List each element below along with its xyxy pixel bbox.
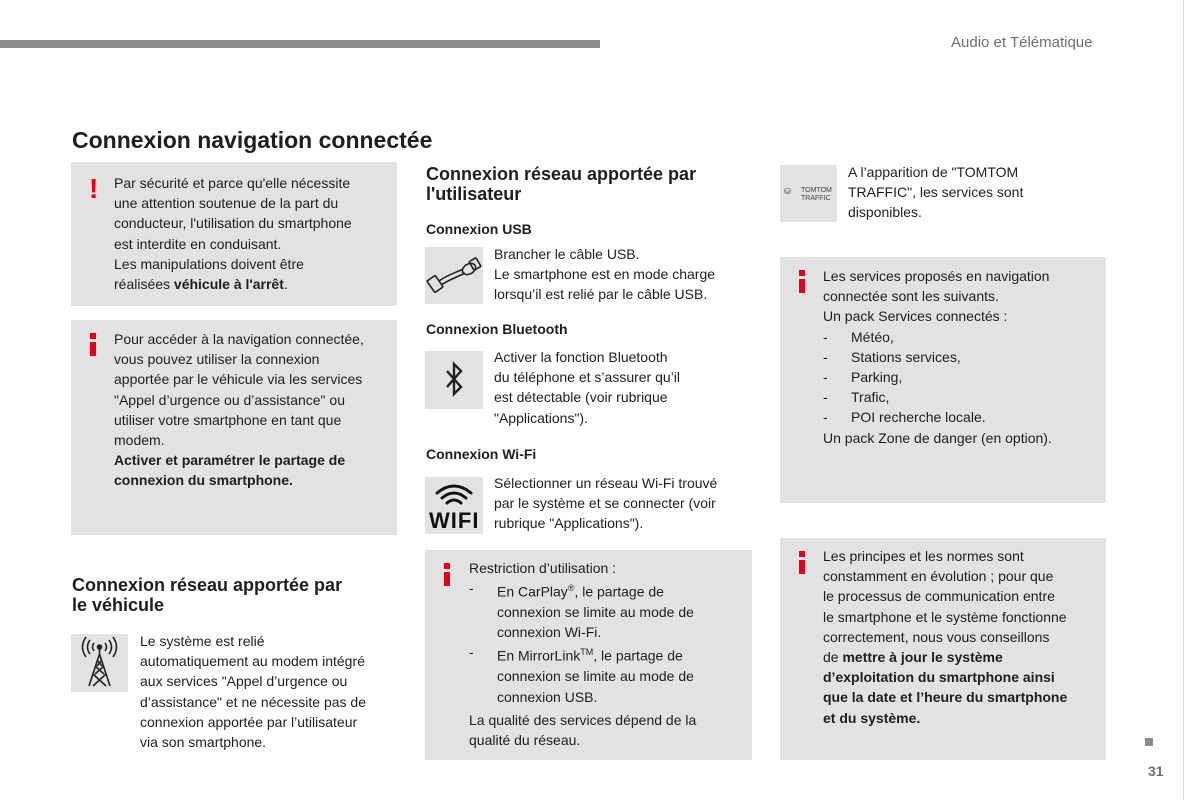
user-section-title <box>426 164 756 204</box>
usb-text <box>494 244 754 305</box>
text-line: apportée par le véhicule via les services <box>114 371 363 388</box>
info-icon <box>799 279 805 293</box>
superscript: ® <box>567 583 575 594</box>
bold-text: et du système. <box>823 709 921 726</box>
wifi-heading: Connexion Wi-Fi <box>426 446 537 462</box>
text-span: , le partage de <box>574 583 664 600</box>
text-line: vous pouvez utiliser la connexion <box>114 351 320 368</box>
logo-line: TRAFFIC <box>801 195 831 202</box>
car-icon: ⛁ <box>784 187 791 196</box>
text-line: Le smartphone est en mode charge <box>494 266 716 283</box>
services-list <box>823 327 1103 428</box>
text-line: le processus de communication entre <box>823 588 1055 605</box>
text-line: automatiquement au modem intégré <box>140 653 365 670</box>
text-line: lorsqu’il est relié par le câble USB. <box>494 286 708 303</box>
text-line: Activer la fonction Bluetooth <box>494 349 668 365</box>
text-line: A l’apparition de "TOMTOM <box>848 164 1019 180</box>
page-marker <box>1145 738 1153 746</box>
text-line: Un pack Services connectés : <box>823 308 1008 325</box>
bold-text: connexion du smartphone. <box>114 472 293 489</box>
info-icon <box>90 342 96 356</box>
text-line: est interdite en conduisant. <box>114 235 282 252</box>
heading-line: l'utilisateur <box>426 184 522 204</box>
text-line: Restriction d’utilisation : <box>469 560 617 576</box>
text-line: "Applications"). <box>494 409 588 426</box>
list-item: - POI recherche locale. <box>823 407 1103 427</box>
text-line: Par sécurité et parce qu'elle nécessite <box>114 175 351 191</box>
superscript: TM <box>580 647 594 658</box>
vehicle-section-title <box>72 575 402 615</box>
text-span: En MirrorLink <box>497 648 581 665</box>
text-line: connexion apportée par l’utilisateur <box>140 713 358 730</box>
text-line: via son smartphone. <box>140 734 267 751</box>
text-line: "Appel d’urgence ou d’assistance" ou <box>114 391 345 408</box>
text-span: de <box>823 649 843 666</box>
text-line: TRAFFIC", les services sont <box>848 184 1024 201</box>
section-title: Audio et Télématique <box>951 34 1093 51</box>
info-icon <box>444 572 450 586</box>
heading-line: le véhicule <box>72 595 165 615</box>
text-line: du téléphone et s’assurer qu’il <box>494 369 681 386</box>
page-number: 31 <box>1148 763 1164 779</box>
list-item: - Parking, <box>823 367 1103 387</box>
text-line <box>114 274 392 294</box>
text-line: le smartphone et le système fonctionne <box>823 608 1067 625</box>
text-line: utiliser votre smartphone en tant que <box>114 411 342 428</box>
text-line: aux services "Appel d’urgence ou <box>140 673 348 690</box>
text-line: Les principes et les normes sont <box>823 548 1024 564</box>
wifi-icon <box>425 477 483 534</box>
text-line: Pour accéder à la navigation connectée, <box>114 331 364 347</box>
text-line <box>823 647 1103 667</box>
text-line: Sélectionner un réseau Wi-Fi trouvé <box>494 475 718 491</box>
tomtom-traffic-icon <box>780 165 837 222</box>
text-line: Les manipulations doivent être <box>114 255 304 272</box>
text-line: connectée sont les suivants. <box>823 288 999 305</box>
usb-heading: Connexion USB <box>426 221 532 237</box>
text-line: connexion USB. <box>497 688 598 705</box>
text-line: est détectable (voir rubrique <box>494 389 668 406</box>
text-line: connexion Wi-Fi. <box>497 624 602 641</box>
text-line: d’assistance" et ne nécessite pas de <box>140 693 366 710</box>
bold-text: d’exploitation du smartphone ainsi <box>823 669 1055 686</box>
logo-line: TOMTOM <box>801 187 832 194</box>
text-line: modem. <box>114 432 165 449</box>
usb-cable-icon <box>425 247 483 304</box>
text-span: En CarPlay <box>497 583 568 600</box>
bold-text: véhicule à l'arrêt <box>173 276 284 293</box>
list-item: - Météo, <box>823 327 1103 347</box>
page-edge-line <box>1183 0 1184 800</box>
info-text <box>114 329 396 491</box>
services-text <box>823 266 1103 448</box>
text-span: , le partage de <box>593 648 683 665</box>
bluetooth-icon <box>425 351 483 409</box>
text-span: réalisées <box>114 276 174 293</box>
text-line: constamment en évolution ; pour que <box>823 568 1054 585</box>
bluetooth-heading: Connexion Bluetooth <box>426 321 568 337</box>
text-span: . <box>283 276 288 293</box>
list-item: - Stations services, <box>823 347 1103 367</box>
text-line: conducteur, l'utilisation du smartphone <box>114 215 352 232</box>
text-line: Les services proposés en navigation <box>823 268 1050 284</box>
text-line: connexion se limite au mode de <box>497 668 694 685</box>
text-line: rubrique "Applications"). <box>494 515 644 532</box>
wifi-text <box>494 473 754 534</box>
heading-line: Connexion réseau apportée par <box>426 164 697 184</box>
text-line <box>497 642 747 666</box>
warning-icon: ! <box>89 173 99 204</box>
info-icon <box>799 560 805 574</box>
wifi-icon-label: WIFI <box>429 508 480 533</box>
heading-line: Connexion réseau apportée par <box>72 575 343 595</box>
text-line <box>497 578 747 602</box>
list-item <box>469 578 747 642</box>
antenna-tower-icon <box>71 634 128 692</box>
tomtom-text <box>848 162 1098 223</box>
warning-text <box>114 173 392 294</box>
text-line: Un pack Zone de danger (en option). <box>823 429 1052 446</box>
page-title: Connexion navigation connectée <box>72 127 433 153</box>
update-text <box>823 546 1103 728</box>
list-item <box>469 642 747 706</box>
text-line: disponibles. <box>848 204 922 221</box>
text-line: connexion se limite au mode de <box>497 604 694 621</box>
header-bar <box>0 40 600 48</box>
text-line: Brancher le câble USB. <box>494 246 640 262</box>
text-line: Le système est relié <box>140 633 265 649</box>
text-line: une attention soutenue de la part du <box>114 195 339 212</box>
bold-text: Activer et paramétrer le partage de <box>114 452 346 469</box>
bluetooth-text <box>494 347 754 428</box>
bold-text: que la date et l’heure du smartphone <box>823 689 1068 706</box>
restriction-list <box>469 578 747 707</box>
vehicle-text <box>140 631 400 752</box>
text-line: La qualité des services dépend de la <box>469 711 697 728</box>
text-line: par le système et se connecter (voir <box>494 495 716 512</box>
text-line: correctement, nous vous conseillons <box>823 628 1050 645</box>
restriction-text <box>469 558 747 750</box>
text-line: qualité du réseau. <box>469 731 581 748</box>
tomtom-logo-text <box>801 187 832 203</box>
list-item: - Trafic, <box>823 387 1103 407</box>
bold-text: mettre à jour le système <box>842 649 1003 666</box>
